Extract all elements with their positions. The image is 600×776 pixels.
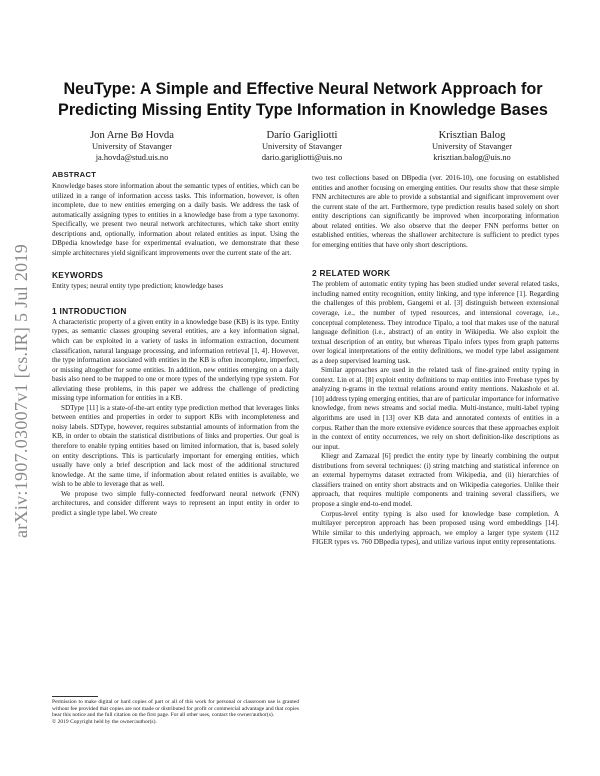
related-paragraph-1: The problem of automatic entity typing has been studied under several related tasks, including named entity recognition, entity linking, and type inference [1]. Regarding the challenges of this problem, Gangemi et al. [3] distinguish between extensional coverage, i.e., the number of typed resources, and intensional coverage, i.e., conceptual completeness. They introduce Tìpalo, a tool that makes use of the natural language definition (i.e., abstract) of an entity in Wikipedia. We also exploit the textual description of an entity, but whereas Tìpalo infers types from graph patterns over logical interpretations of the entity definitions, we model type label assignment as a deep supervised learning task. [312, 280, 559, 365]
paper-title: NeuType: A Simple and Effective Neural Network Approach for Predicting Missing Entity Type Information in Knowledge Bases [58, 80, 548, 119]
author-block [52, 129, 552, 163]
author-name: Darío Garigliotti [266, 130, 338, 141]
intro-paragraph-2: SDType [11] is a state-of-the-art entity type prediction method that leverages links between entities and properties in order to support KBs with incompleteness and noisy labels. SDType, however, requires substantial amounts of information from the KB, in order to obtain the statistical distributions of links and properties. Our goal is therefore to enable typing entities based on limited information, that is, based solely on entity descriptions. This is particularly important for emerging entities, which usually have only a brief description and lack most of the additional structured knowledge. At the same time, if information about related entities is available, we wish to be able to leverage that as well. [52, 403, 299, 489]
author-email: krisztian.balog@uis.no [433, 152, 511, 162]
author-name: Krisztian Balog [438, 130, 506, 141]
author-affiliation: University of Stavanger [91, 142, 172, 151]
author-affiliation: University of Stavanger [431, 142, 512, 151]
intro-continuation: two test collections based on DBpedia (ver. 2016-10), one focusing on established entities and another focusing on emerging entities. Our results show that these simple FNN architectures are able to provide a substantial and significant improvement over the current state of the art. Furthermore, type prediction results based solely on short entity descriptions can significantly be improved when incorporating information about related entities. We also observe that the deeper FNN performs better on established entities, whereas the shallower architecture is sufficient to predict types for emerging entities that have only short descriptions. [312, 174, 559, 249]
author-email: ja.hovda@stud.uis.no [95, 152, 169, 162]
related-paragraph-4: Corpus-level entity typing is also used for knowledge base completion. A multilayer perceptron approach has been proposed using word embeddings [14]. While similar to this underlying approach, we employ a larger type system (112 FIGER types vs. 760 DBpedia types), and utilize various input entity representations. [312, 509, 559, 547]
author-email: dario.garigliotti@uis.no [261, 152, 343, 162]
author-3 [392, 129, 552, 163]
related-work-heading: 2 RELATED WORK [312, 268, 391, 279]
author-affiliation: University of Stavanger [261, 142, 342, 151]
author-2 [222, 129, 382, 163]
arxiv-identifier: arXiv:1907.03007v1 [cs.IR] 5 Jul 2019 [11, 243, 31, 539]
keywords-text: Entity types; neural entity type prediction; knowledge bases [52, 282, 224, 291]
author-1 [52, 129, 212, 163]
keywords-heading: KEYWORDS [52, 270, 104, 281]
permission-footnote: Permission to make digital or hard copies of part or all of this work for personal or classroom use is granted without fee provided that copies are not made or distributed for profit or commercial advantage and that copies bear this notice and the full citation on the first page. For all other uses, contact the owner/author(s). © 2019 Copyright held by the owner/author(s). [52, 699, 299, 725]
abstract-heading: ABSTRACT [52, 170, 97, 179]
related-paragraph-2: Similar approaches are used in the related task of fine-grained entity typing in context. Lin et al. [8] exploit entity definitions to map entities into Freebase types by analyzing n-grams in the textual relations around entity mentions. Nakashole et al. [10] address typing emerging entities, that are of particular importance for informative knowledge, from news streams and social media. Multi-instance, multi-label typing algorithms are used in [13] over KB data and annotated contexts of entities in a corpus. Rather than the more extensive evidence sources that these approaches exploit in the context of entity occurrences, we rely on short definition-like descriptions as our input. [312, 366, 559, 451]
left-column [52, 170, 299, 518]
related-paragraph-3: Kliegr and Zamazal [6] predict the entity type by linearly combining the output distributions from several techniques: (i) string matching and statistical inference on an external hypernyms dataset extracted from Wikipedia, and (ii) hierarchies of classifiers trained on entity short abstracts and on Wikipedia categories. Unlike their approach, that requires multiple components and training several classifiers, we propose a single end-to-end model. [312, 452, 559, 508]
intro-paragraph-3: We propose two simple fully-connected feedforward neural network (FNN) architectures, and consider different ways to represent an input entity in order to predict a single type label. We create [52, 489, 299, 517]
footnote-divider [52, 696, 98, 697]
abstract-text: Knowledge bases store information about the semantic types of entities, which can be utilized in a range of information access tasks. This information, however, is often incomplete, due to new entities emerging on a daily basis. We address the task of automatically assigning types to entities in a knowledge base from a type taxonomy. Specifically, we present two neural network architectures, which take short entity descriptions and, optionally, information about related entities as input. Using the DBpedia knowledge base for experimental evaluation, we demonstrate that these simple architectures yield significant improvements over the current state of the art. [52, 182, 299, 257]
author-name: Jon Arne Bø Hovda [90, 130, 174, 141]
intro-paragraph-1: A characteristic property of a given entity in a knowledge base (KB) is its type. Entity types, as semantic classes grouping several entities, are a key information signal, which can be exploited in a variety of tasks in information extraction, document classification, natural language processing, and information retrieval [1, 4]. However, the type information associated with entities in the KB is often incomplete, imperfect, or missing altogether for some entities. In addition, new entities emerging on a daily basis also need to be mapped to one or more types of the underlying type system. For alleviating these problems, in this paper we address the challenge of predicting missing type information for entities in a KB. [52, 317, 299, 403]
introduction-heading: 1 INTRODUCTION [52, 305, 127, 316]
right-column [312, 174, 559, 548]
